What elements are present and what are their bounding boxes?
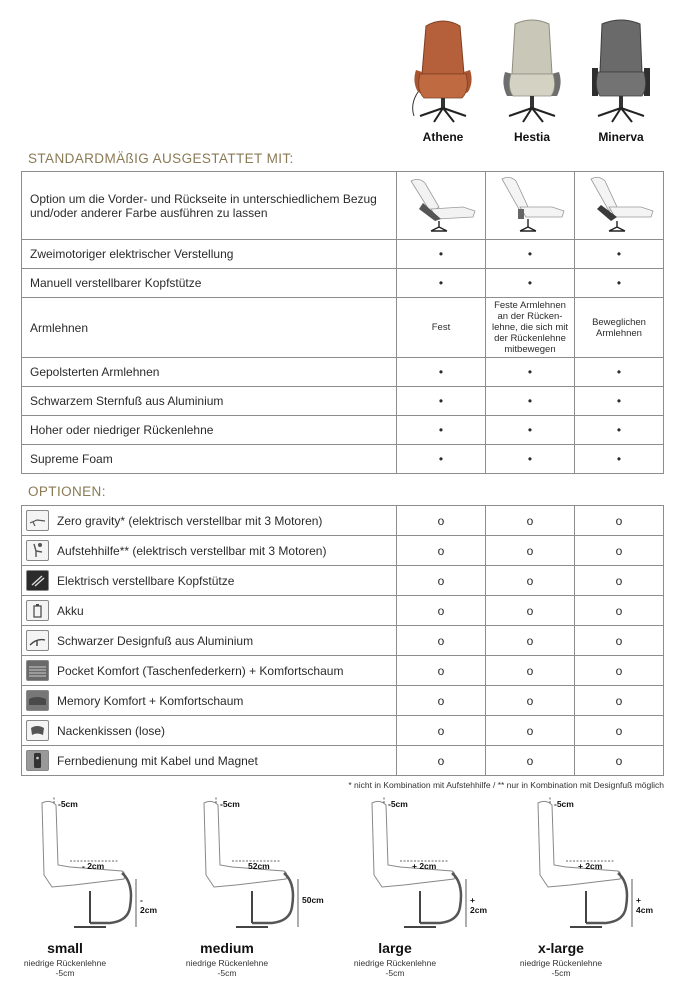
option-mark: o	[486, 536, 575, 566]
option-mark: o	[575, 686, 664, 716]
neck-pillow-icon	[26, 720, 49, 741]
headrest-dimension: -5cm	[554, 799, 574, 809]
model-name: Athene	[422, 130, 464, 144]
size-subtitle	[172, 958, 282, 978]
option-mark: o	[575, 746, 664, 776]
option-label: Nackenkissen (lose)	[57, 723, 166, 738]
feature-image	[397, 172, 486, 240]
headrest-dimension: -5cm	[388, 799, 408, 809]
table-row	[22, 269, 664, 298]
option-mark: o	[575, 716, 664, 746]
table-row	[22, 746, 664, 776]
size-subtitle	[506, 958, 616, 978]
height-dimension: 50cm	[302, 895, 324, 905]
size-backrest-value: -5cm	[551, 968, 571, 978]
options-table	[21, 505, 664, 776]
minerva-chair-image	[576, 12, 666, 127]
option-mark: o	[397, 656, 486, 686]
feature-label: Schwarzem Sternfuß aus Aluminium	[22, 387, 397, 416]
chair-profile-diagram	[172, 795, 322, 935]
option-mark: o	[397, 686, 486, 716]
option-label-cell	[22, 656, 397, 686]
model-hestia	[487, 12, 577, 144]
reclined-chair-icon	[401, 173, 481, 235]
size-subtitle	[340, 958, 450, 978]
table-row	[22, 172, 664, 240]
feature-mark: •	[397, 358, 486, 387]
feature-mark: •	[575, 416, 664, 445]
reclined-chair-icon	[579, 173, 659, 235]
size-x-large	[506, 795, 656, 985]
headrest-icon	[26, 570, 49, 591]
feature-mark: •	[397, 445, 486, 474]
option-mark: o	[397, 536, 486, 566]
zero-gravity-icon	[26, 510, 49, 531]
size-medium	[172, 795, 322, 985]
options-section-title: OPTIONEN:	[28, 484, 106, 499]
model-name: Hestia	[513, 130, 551, 144]
option-label-cell	[22, 686, 397, 716]
feature-label: Manuell verstellbarer Kopfstütze	[22, 269, 397, 298]
table-row	[22, 298, 664, 358]
table-row	[22, 240, 664, 269]
feature-mark: •	[397, 416, 486, 445]
option-mark: o	[575, 536, 664, 566]
table-row	[22, 626, 664, 656]
standard-section-title: STANDARDMÄßIG AUSGESTATTET MIT:	[28, 151, 294, 166]
feature-mark: •	[575, 358, 664, 387]
size-large	[340, 795, 490, 985]
option-label-cell	[22, 566, 397, 596]
headrest-dimension: -5cm	[220, 799, 240, 809]
feature-mark: •	[486, 445, 575, 474]
hestia-chair-image	[487, 12, 577, 127]
remote-control-icon	[26, 750, 49, 771]
pocket-spring-icon	[26, 660, 49, 681]
model-header	[398, 12, 666, 147]
design-foot-icon	[26, 630, 49, 651]
option-label: Elektrisch verstellbare Kopfstütze	[57, 573, 235, 588]
model-athene	[398, 12, 488, 144]
feature-mark: •	[486, 269, 575, 298]
size-backrest-note: niedrige Rückenlehne	[519, 958, 603, 968]
table-row	[22, 536, 664, 566]
size-backrest-value: -5cm	[385, 968, 405, 978]
size-backrest-note: niedrige Rückenlehne	[185, 958, 269, 968]
feature-mark: •	[486, 240, 575, 269]
feature-label: Armlehnen	[22, 298, 397, 358]
height-dimension: + 4cm	[636, 895, 654, 915]
option-label: Fernbedienung mit Kabel und Magnet	[57, 753, 258, 768]
table-row	[22, 416, 664, 445]
table-row	[22, 686, 664, 716]
feature-label: Option um die Vorder- und Rückseite in unterschiedlichem Bezug und/oder anderer Farbe ausführen zu lassen	[22, 172, 397, 240]
battery-icon	[26, 600, 49, 621]
size-name: small	[47, 940, 83, 956]
option-label-cell	[22, 506, 397, 536]
option-label: Schwarzer Designfuß aus Aluminium	[57, 633, 254, 648]
feature-note: Feste Armlehnen an der Rücken-lehne, die sich mit der Rückenlehne mitbewegen	[486, 298, 575, 358]
size-backrest-value: -5cm	[217, 968, 237, 978]
table-row	[22, 358, 664, 387]
size-backrest-note: niedrige Rückenlehne	[23, 958, 107, 968]
feature-mark: •	[486, 358, 575, 387]
option-mark: o	[486, 686, 575, 716]
table-row	[22, 596, 664, 626]
feature-mark: •	[397, 387, 486, 416]
option-mark: o	[486, 716, 575, 746]
option-label: Zero gravity* (elektrisch verstellbar mit 3 Motoren)	[57, 513, 323, 528]
size-backrest-value: -5cm	[55, 968, 75, 978]
option-mark: o	[397, 626, 486, 656]
option-mark: o	[575, 596, 664, 626]
size-small	[10, 795, 160, 985]
seat-dimension: + 2cm	[578, 861, 603, 871]
table-row	[22, 716, 664, 746]
option-label: Memory Komfort + Komfortschaum	[57, 693, 244, 708]
feature-mark: •	[397, 240, 486, 269]
option-label-cell	[22, 626, 397, 656]
feature-image	[486, 172, 575, 240]
table-row	[22, 445, 664, 474]
standard-features-table	[21, 171, 664, 474]
option-mark: o	[486, 506, 575, 536]
size-backrest-note: niedrige Rückenlehne	[353, 958, 437, 968]
feature-mark: •	[575, 269, 664, 298]
height-dimension: - 2cm	[140, 895, 158, 915]
option-mark: o	[486, 656, 575, 686]
reclined-chair-icon	[490, 173, 570, 235]
seat-dimension: 52cm	[248, 861, 270, 871]
option-mark: o	[486, 626, 575, 656]
headrest-dimension: -5cm	[58, 799, 78, 809]
footnote: * nicht in Kombination mit Aufstehhilfe / ** nur in Kombination mit Designfuß möglich	[348, 780, 664, 790]
seat-dimension: + 2cm	[412, 861, 437, 871]
memory-foam-icon	[26, 690, 49, 711]
feature-mark: •	[397, 269, 486, 298]
option-label: Akku	[57, 603, 84, 618]
feature-label: Hoher oder niedriger Rückenlehne	[22, 416, 397, 445]
model-minerva	[576, 12, 666, 144]
feature-image	[575, 172, 664, 240]
option-label-cell	[22, 746, 397, 776]
option-label-cell	[22, 596, 397, 626]
size-name: medium	[200, 940, 254, 956]
size-name: large	[378, 940, 412, 956]
feature-mark: •	[575, 445, 664, 474]
table-row	[22, 506, 664, 536]
table-row	[22, 656, 664, 686]
feature-note: Fest	[397, 298, 486, 358]
athene-chair-image	[398, 12, 488, 127]
option-mark: o	[575, 626, 664, 656]
option-mark: o	[486, 746, 575, 776]
option-mark: o	[486, 566, 575, 596]
option-mark: o	[397, 506, 486, 536]
option-mark: o	[486, 596, 575, 626]
feature-mark: •	[486, 387, 575, 416]
feature-label: Zweimotoriger elektrischer Verstellung	[22, 240, 397, 269]
table-row	[22, 566, 664, 596]
option-mark: o	[397, 746, 486, 776]
size-name: x-large	[538, 940, 584, 956]
feature-label: Gepolsterten Armlehnen	[22, 358, 397, 387]
option-mark: o	[397, 596, 486, 626]
option-label: Pocket Komfort (Taschenfederkern) + Komfortschaum	[57, 663, 344, 678]
option-label-cell	[22, 536, 397, 566]
feature-mark: •	[575, 240, 664, 269]
option-label: Aufstehhilfe** (elektrisch verstellbar mit 3 Motoren)	[57, 543, 327, 558]
feature-label: Supreme Foam	[22, 445, 397, 474]
feature-mark: •	[575, 387, 664, 416]
option-mark: o	[397, 716, 486, 746]
size-subtitle	[10, 958, 120, 978]
seat-dimension: - 2cm	[82, 861, 105, 871]
table-row	[22, 387, 664, 416]
option-label-cell	[22, 716, 397, 746]
option-mark: o	[575, 656, 664, 686]
stand-up-aid-icon	[26, 540, 49, 561]
feature-note: Beweglichen Armlehnen	[575, 298, 664, 358]
option-mark: o	[575, 506, 664, 536]
option-mark: o	[397, 566, 486, 596]
height-dimension: + 2cm	[470, 895, 488, 915]
option-mark: o	[575, 566, 664, 596]
feature-mark: •	[486, 416, 575, 445]
model-name: Minerva	[598, 130, 644, 144]
